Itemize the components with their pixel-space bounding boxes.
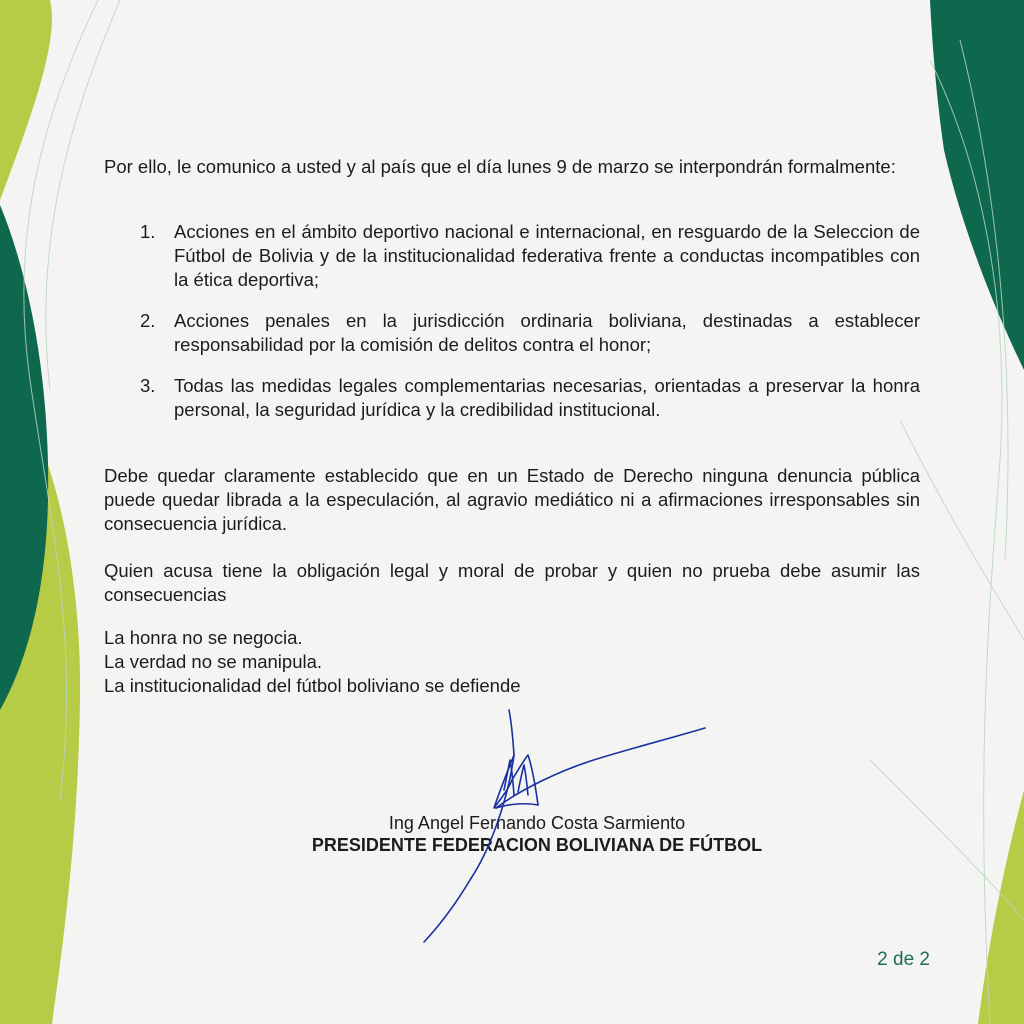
closing-line-1: La honra no se negocia. — [104, 627, 303, 648]
list-text: Acciones penales en la jurisdicción ordinaria boliviana, destinadas a establecer responsabilidad por la comisión de delitos contra el honor; — [174, 310, 920, 355]
closing-line-2: La verdad no se manipula. — [104, 651, 323, 672]
list-text: Acciones en el ámbito deportivo nacional e internacional, en resguardo de la Seleccion de Fútbol de Bolivia y de la institucionalidad federativa frente a conductas incompatibles con la ética deportiva; — [174, 221, 920, 290]
list-number: 3. — [140, 375, 156, 396]
legal-statement-paragraph: Debe quedar claramente establecido que en un Estado de Derecho ninguna denuncia pública puede quedar librada a la especulación, al agravio mediático ni a afirmaciones irresponsables sin consecuencia jurídica. — [104, 465, 920, 534]
signatory-name: Ing Angel Fernando Costa Sarmiento — [388, 813, 686, 833]
page-number: 2 de 2 — [877, 949, 930, 970]
list-item-3 — [140, 374, 920, 422]
list-number: 1. — [140, 221, 156, 242]
burden-of-proof-paragraph: Quien acusa tiene la obligación legal y moral de probar y quien no prueba debe asumir las consecuencias — [104, 560, 920, 605]
list-item-2 — [140, 309, 920, 357]
list-text: Todas las medidas legales complementarias necesarias, orientadas a preservar la honra personal, la seguridad jurídica y la credibilidad institucional. — [174, 375, 920, 420]
list-item-1 — [140, 220, 920, 292]
intro-paragraph: Por ello, le comunico a usted y al país que el día lunes 9 de marzo se interpondrán formalmente: — [104, 156, 896, 177]
list-number: 2. — [140, 310, 156, 331]
closing-line-3: La institucionalidad del fútbol boliviano se defiende — [104, 675, 521, 696]
signatory-title: PRESIDENTE FEDERACION BOLIVIANA DE FÚTBOL — [311, 835, 763, 855]
